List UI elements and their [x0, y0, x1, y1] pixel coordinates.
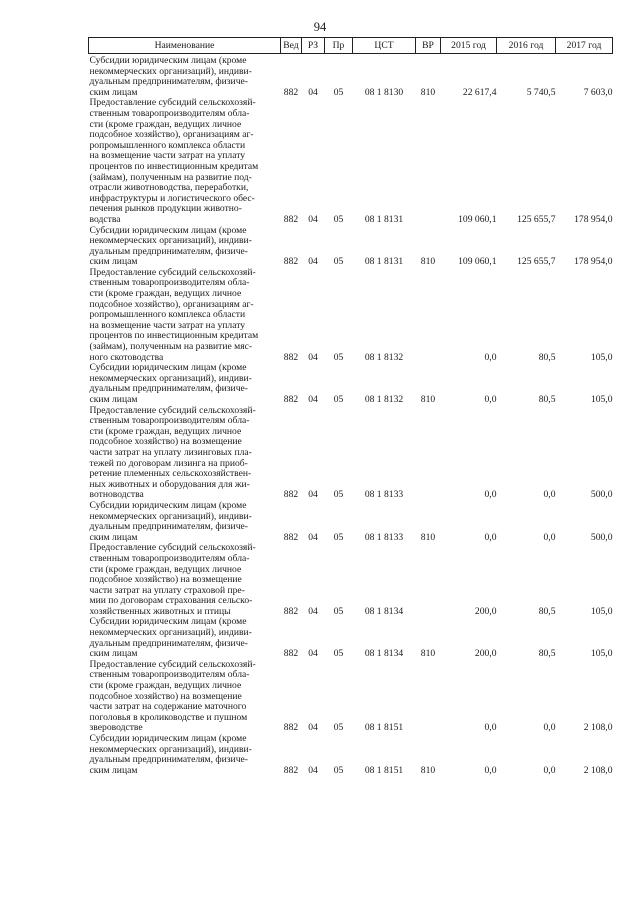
header-2016: 2016 год [497, 38, 556, 54]
row-pr: 05 [333, 351, 344, 363]
table-row [89, 734, 613, 776]
header-ved: Вед [281, 38, 302, 54]
row-2017: 178 954,0 [574, 213, 613, 225]
table-row [89, 406, 613, 501]
row-2015: 0,0 [484, 722, 497, 734]
row-2015: 200,0 [474, 648, 497, 660]
row-ved: 882 [283, 764, 299, 776]
row-cst: 08 1 8132 [364, 351, 404, 363]
row-ved: 882 [283, 394, 299, 405]
row-pr: 05 [333, 213, 344, 225]
row-cst: 08 1 8131 [364, 256, 404, 268]
row-2017: 178 954,0 [574, 256, 613, 268]
row-2015: 0,0 [484, 489, 497, 501]
row-2016: 0,0 [543, 722, 556, 734]
row-vr: 810 [420, 648, 436, 660]
row-2017: 105,0 [590, 394, 613, 405]
table-header-row [89, 38, 613, 54]
row-rz: 04 [308, 256, 318, 268]
row-name: Субсидии юридическим лицам (кроме некоммерческих организаций), индиви- дуальным предпринимателям, физиче- ским лицам [89, 616, 252, 660]
row-2015: 0,0 [484, 351, 497, 363]
row-2016: 80,5 [538, 351, 556, 363]
row-vr: 810 [420, 256, 436, 268]
row-2015: 109 060,1 [458, 213, 497, 225]
header-2017: 2017 год [556, 38, 613, 54]
row-ved: 882 [283, 256, 299, 268]
row-2017: 500,0 [590, 489, 613, 501]
header-2015: 2015 год [441, 38, 497, 54]
row-ved: 882 [283, 86, 299, 98]
table-row [89, 501, 613, 543]
row-name: Предоставление субсидий сельскохозяй- ственным товаропроизводителям обла- сти (кроме граждан, ведущих личное подсобное хозяйство), организациям аг- ропромышленного комплекса области на возмещение части затрат на уплату процентов по инвестиционным кредитам (займам), полученным на развитие мяс- ного скотоводства [89, 266, 259, 363]
row-2016: 125 655,7 [517, 256, 556, 268]
row-pr: 05 [333, 605, 344, 617]
row-2017: 7 603,0 [583, 86, 613, 98]
row-name: Субсидии юридическим лицам (кроме некоммерческих организаций), индиви- дуальным предпринимателям, физиче- ским лицам [89, 55, 252, 98]
row-cst: 08 1 8130 [364, 86, 404, 98]
row-pr: 05 [333, 722, 344, 734]
row-2016: 0,0 [543, 489, 556, 501]
row-pr: 05 [333, 648, 344, 660]
row-name: Предоставление субсидий сельскохозяй- ственным товаропроизводителям обла- сти (кроме граждан, ведущих личное подсобное хозяйство), организациям аг- ропромышленного комплекса области на возмещение части затрат на уплату процентов по инвестиционным кредитам (займам), полученным на развитие под- отрасли животноводства, переработки, инфраструктуры и логистического обес- печения рынков продукции животно- водства [89, 97, 259, 225]
row-2015: 22 617,4 [462, 86, 497, 98]
row-pr: 05 [333, 531, 344, 543]
row-ved: 882 [283, 531, 299, 543]
row-vr: 810 [420, 531, 436, 543]
row-2016: 80,5 [538, 394, 556, 405]
row-2017: 2 108,0 [583, 764, 613, 776]
row-2015: 0,0 [484, 394, 497, 405]
header-rz: РЗ [302, 38, 325, 54]
row-rz: 04 [308, 489, 318, 501]
row-pr: 05 [333, 764, 344, 776]
row-2016: 0,0 [543, 764, 556, 776]
row-2017: 500,0 [590, 531, 613, 543]
row-2017: 105,0 [590, 351, 613, 363]
row-name: Предоставление субсидий сельскохозяй- ственным товаропроизводителям обла- сти (кроме граждан, ведущих личное подсобное хозяйство) на возмещение части затрат на содержание маточного поголовья в кролиководстве и пушном звероводстве [89, 658, 256, 734]
row-pr: 05 [333, 394, 344, 405]
row-cst: 08 1 8151 [364, 764, 404, 776]
row-name: Предоставление субсидий сельскохозяй- ственным товаропроизводителям обла- сти (кроме граждан, ведущих личное подсобное хозяйство) на возмещение части затрат на уплату страховой пре- мии по договорам страхования сельско- хозяйственных животных и птицы [89, 542, 256, 617]
header-pr: Пр [325, 38, 353, 54]
row-2017: 105,0 [590, 648, 613, 660]
row-2015: 109 060,1 [458, 256, 497, 268]
header-vr: ВР [416, 38, 441, 54]
row-ved: 882 [283, 605, 299, 617]
row-2016: 125 655,7 [517, 213, 556, 225]
row-ved: 882 [283, 213, 299, 225]
row-ved: 882 [283, 648, 299, 660]
row-vr: 810 [420, 86, 436, 98]
row-pr: 05 [333, 489, 344, 501]
row-cst: 08 1 8133 [364, 531, 404, 543]
row-2017: 2 108,0 [583, 722, 613, 734]
budget-table [88, 37, 613, 776]
row-2015: 200,0 [474, 605, 497, 617]
row-2016: 5 740,5 [526, 86, 556, 98]
row-2017: 105,0 [590, 605, 613, 617]
row-cst: 08 1 8131 [364, 213, 404, 225]
row-rz: 04 [308, 351, 318, 363]
row-2015: 0,0 [484, 764, 497, 776]
row-name: Субсидии юридическим лицам (кроме некоммерческих организаций), индиви- дуальным предпринимателям, физиче- ским лицам [89, 362, 252, 405]
row-rz: 04 [308, 722, 318, 734]
row-cst: 08 1 8133 [364, 489, 404, 501]
row-vr [416, 543, 441, 617]
row-rz: 04 [308, 394, 318, 405]
row-rz: 04 [308, 86, 318, 98]
row-vr [416, 660, 441, 734]
row-2016: 80,5 [538, 648, 556, 660]
table-row [89, 98, 613, 225]
row-rz: 04 [308, 213, 318, 225]
table-row [89, 617, 613, 659]
header-cst: ЦСТ [353, 38, 416, 54]
row-cst: 08 1 8132 [364, 394, 404, 405]
row-2015: 0,0 [484, 531, 497, 543]
row-name: Субсидии юридическим лицам (кроме некоммерческих организаций), индиви- дуальным предпринимателям, физиче- ским лицам [89, 224, 252, 268]
table-row [89, 660, 613, 734]
row-pr: 05 [333, 86, 344, 98]
row-name: Субсидии юридическим лицам (кроме некоммерческих организаций), индиви- дуальным предпринимателям, физиче- ским лицам [89, 733, 252, 776]
row-ved: 882 [283, 351, 299, 363]
row-rz: 04 [308, 531, 318, 543]
row-rz: 04 [308, 648, 318, 660]
row-vr [416, 406, 441, 501]
row-name: Предоставление субсидий сельскохозяй- ственным товаропроизводителям обла- сти (кроме граждан, ведущих личное подсобное хозяйство) на возмещение части затрат на уплату лизинговых пла- тежей по договорам лизинга на приоб- ретение племенных сельскохозяйствен- ных животных и оборудования для жи- вотноводства [89, 404, 256, 501]
table-row [89, 543, 613, 617]
row-name: Субсидии юридическим лицам (кроме некоммерческих организаций), индиви- дуальным предпринимателям, физиче- ским лицам [89, 499, 252, 543]
row-rz: 04 [308, 605, 318, 617]
row-pr: 05 [333, 256, 344, 268]
row-vr: 810 [420, 764, 436, 776]
page-number: 94 [313, 20, 327, 34]
row-2016: 0,0 [543, 531, 556, 543]
row-ved: 882 [283, 489, 299, 501]
header-name: Наименование [89, 38, 281, 54]
table-row [89, 363, 613, 405]
row-ved: 882 [283, 722, 299, 734]
row-vr [416, 268, 441, 363]
table-row [89, 54, 613, 99]
table-row [89, 268, 613, 363]
row-rz: 04 [308, 764, 318, 776]
row-cst: 08 1 8134 [364, 648, 404, 660]
row-vr: 810 [420, 394, 436, 405]
row-vr [416, 98, 441, 225]
row-cst: 08 1 8151 [364, 722, 404, 734]
table-row [89, 226, 613, 268]
row-cst: 08 1 8134 [364, 605, 404, 617]
row-2016: 80,5 [538, 605, 556, 617]
